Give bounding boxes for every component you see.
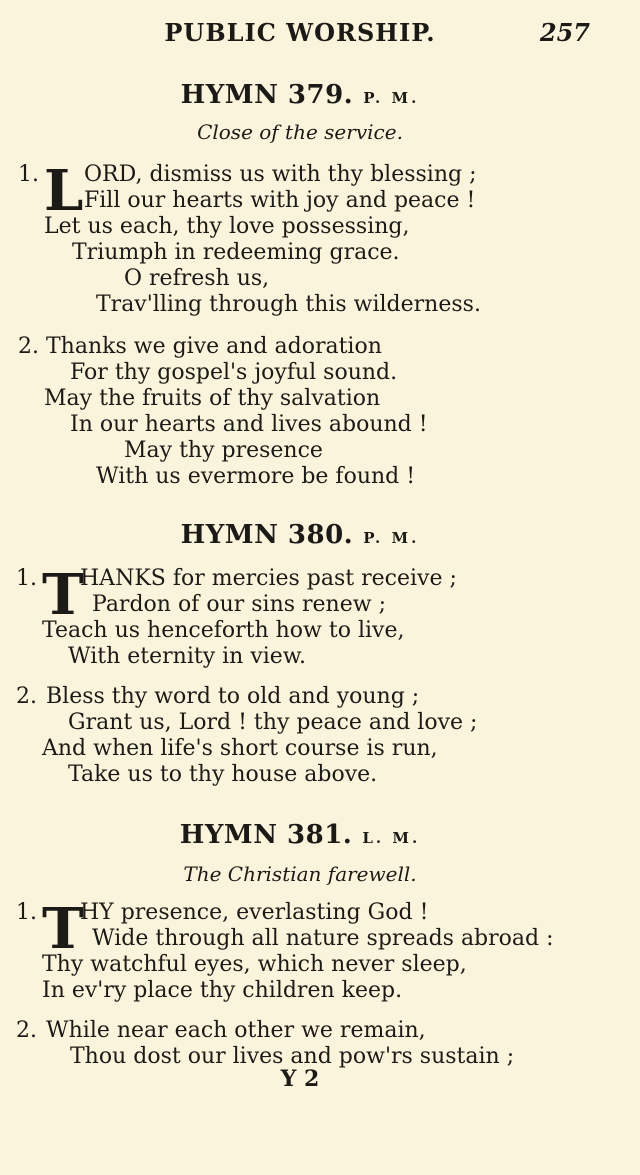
running-head [0, 16, 640, 50]
page-number: 257 [539, 18, 590, 47]
hymn-meter: L. M. [362, 829, 421, 847]
verse-line: Bless thy word to old and young ; [46, 684, 420, 709]
hymn-379-subtitle: Close of the service. [197, 120, 403, 144]
verse-line: Thy watchful eyes, which never sleep, [42, 952, 467, 977]
hymn-number: HYMN 380. [180, 520, 354, 550]
verse-line: Take us to thy house above. [68, 762, 378, 787]
verse-line: With eternity in view. [68, 644, 307, 669]
verse-number: 1. [16, 900, 37, 925]
drop-cap: T [42, 562, 84, 628]
verse-line: Thanks we give and adoration [46, 334, 382, 359]
verse-number: 2. [16, 1018, 37, 1043]
verse-line: And when life's short course is run, [42, 736, 438, 761]
drop-cap: T [42, 896, 84, 962]
verse-line: Thou dost our lives and pow'rs sustain ; [70, 1044, 515, 1069]
verse-number: 2. [16, 684, 37, 709]
verse-line: Fill our hearts with joy and peace ! [84, 188, 476, 213]
running-title: PUBLIC WORSHIP. [164, 18, 436, 47]
hymn-379-title [0, 80, 600, 110]
verse-number: 1. [16, 566, 37, 591]
verse-line: With us evermore be found ! [96, 464, 416, 489]
hymn-381-title [0, 820, 600, 850]
verse-line: Teach us henceforth how to live, [42, 618, 405, 643]
verse-line: Triumph in redeeming grace. [72, 240, 400, 265]
verse-line: Pardon of our sins renew ; [92, 592, 386, 617]
verse-line: HANKS for mercies past receive ; [80, 566, 457, 591]
verse-line: Let us each, thy love possessing, [44, 214, 410, 239]
verse-line: While near each other we remain, [46, 1018, 426, 1043]
hymn-number: HYMN 381. [179, 820, 353, 850]
hymn-381-subtitle: The Christian farewell. [183, 862, 417, 886]
drop-cap: L [44, 158, 84, 224]
verse-line: For thy gospel's joyful sound. [70, 360, 398, 385]
hymn-380-title [0, 520, 600, 550]
verse-number: 1. [18, 162, 39, 187]
verse-line: May thy presence [124, 438, 323, 463]
verse-line: Wide through all nature spreads abroad : [92, 926, 554, 951]
signature-mark: Y 2 [280, 1066, 320, 1092]
hymn-meter: P. M. [363, 89, 420, 107]
verse-line: Grant us, Lord ! thy peace and love ; [68, 710, 478, 735]
hymn-meter: P. M. [363, 529, 420, 547]
verse-line: HY presence, everlasting God ! [80, 900, 429, 925]
verse-line: In ev'ry place thy children keep. [42, 978, 403, 1003]
verse-number: 2. [18, 334, 39, 359]
verse-line: May the fruits of thy salvation [44, 386, 381, 411]
verse-line: In our hearts and lives abound ! [70, 412, 428, 437]
verse-line: O refresh us, [124, 266, 270, 291]
verse-line: ORD, dismiss us with thy blessing ; [84, 162, 477, 187]
hymn-number: HYMN 379. [180, 80, 354, 110]
verse-line: Trav'lling through this wilderness. [96, 292, 481, 317]
